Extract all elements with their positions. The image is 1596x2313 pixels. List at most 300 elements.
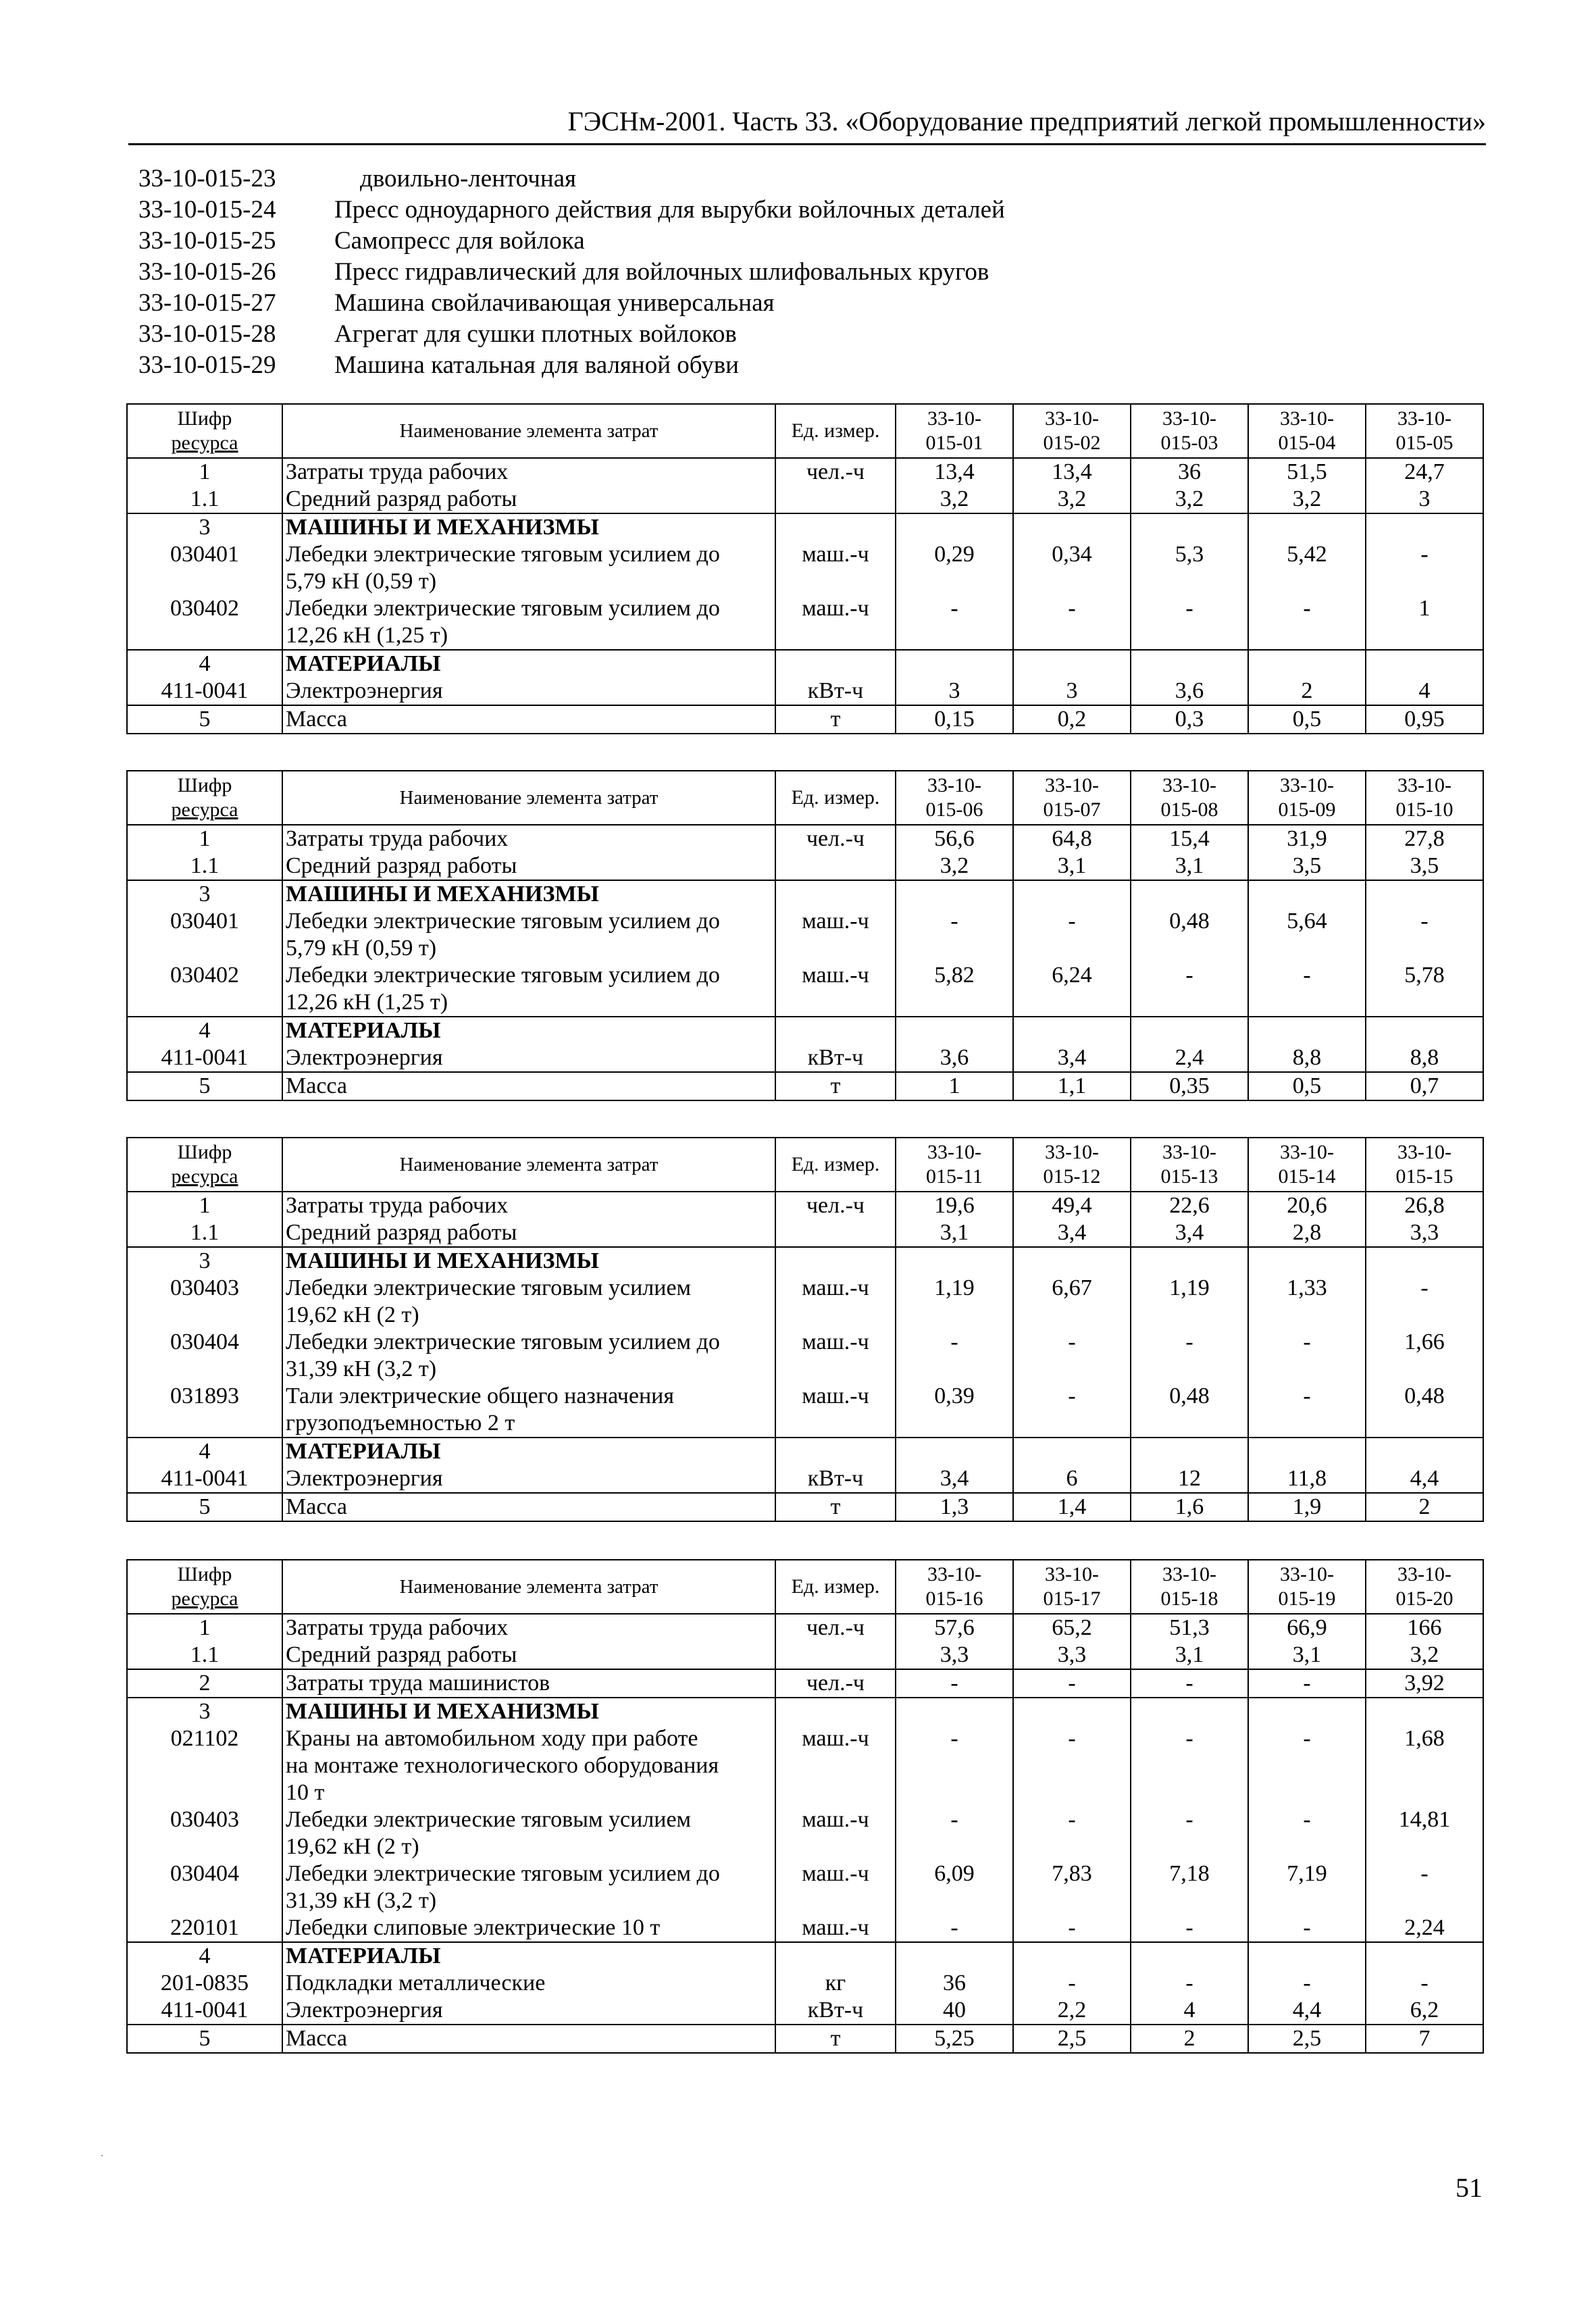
cost-element-text: Затраты труда рабочих <box>286 1193 509 1218</box>
cost-element-name <box>282 1725 775 1806</box>
table-row <box>127 825 1483 853</box>
column-code-prefix: 33-10- <box>1162 1141 1216 1163</box>
resource-code: 1.1 <box>127 1642 282 1669</box>
norm-value: - <box>1248 1669 1366 1698</box>
cost-element-text: Масса <box>286 1494 348 1519</box>
cost-element-text: Масса <box>286 1073 348 1098</box>
code-list-item <box>138 226 1456 257</box>
norm-value: - <box>1366 1970 1483 1997</box>
unit-of-measure: т <box>775 705 896 734</box>
cost-element-name <box>282 1247 775 1275</box>
resource-code: 1 <box>127 1192 282 1219</box>
column-code-suffix: 015-18 <box>1160 1587 1218 1610</box>
norm-value: - <box>1131 595 1248 650</box>
header-column-code <box>1131 1560 1248 1614</box>
norm-value: 6,09 <box>896 1860 1013 1914</box>
norm-value <box>896 1438 1013 1465</box>
cost-element-text: Электроэнергия <box>286 1998 443 2023</box>
header-unit-cell: Ед. измер. <box>775 1560 896 1614</box>
unit-of-measure: маш.-ч <box>775 1725 896 1806</box>
norm-value: 57,6 <box>896 1614 1013 1642</box>
column-code-suffix: 015-19 <box>1278 1587 1336 1610</box>
norm-value: 1,68 <box>1366 1725 1483 1806</box>
resource-code: 030404 <box>127 1329 282 1383</box>
cost-element-text: Средний разряд работы <box>286 486 517 511</box>
norm-value: 65,2 <box>1013 1614 1131 1642</box>
code-list-item <box>138 288 1456 319</box>
norm-value <box>896 880 1013 908</box>
norm-value: 3,2 <box>1248 486 1366 513</box>
resource-code: 5 <box>127 705 282 734</box>
code-id: 33-10-015-26 <box>138 258 276 286</box>
resource-code: 411-0041 <box>127 1044 282 1072</box>
cost-element-name <box>282 1044 775 1072</box>
norm-value: 24,7 <box>1366 458 1483 486</box>
header-column-code <box>896 1560 1013 1614</box>
cost-element-name <box>282 1438 775 1465</box>
unit-of-measure <box>775 486 896 513</box>
unit-of-measure: кВт-ч <box>775 1465 896 1493</box>
norm-value: - <box>1013 1383 1131 1438</box>
unit-of-measure: чел.-ч <box>775 1192 896 1219</box>
unit-of-measure: т <box>775 1072 896 1100</box>
header-unit-cell: Ед. измер. <box>775 771 896 825</box>
column-code-prefix: 33-10- <box>1280 1563 1334 1585</box>
norm-value: 15,4 <box>1131 825 1248 853</box>
cost-element-text: Лебедки электрические тяговым усилием до <box>286 542 720 567</box>
norm-value: 56,6 <box>896 825 1013 853</box>
resource-code: 1 <box>127 1614 282 1642</box>
norm-value: - <box>1248 1329 1366 1383</box>
code-name: Машина свойлачивающая универсальная <box>334 289 775 317</box>
cost-element-text: Электроэнергия <box>286 1466 443 1491</box>
norm-value: 2 <box>1131 2025 1248 2053</box>
resource-table <box>126 770 1484 1101</box>
header-code-label-2: ресурса <box>171 432 238 454</box>
norm-value <box>1131 513 1248 541</box>
cost-element-name <box>282 595 775 650</box>
column-code-suffix: 015-14 <box>1278 1165 1336 1188</box>
cost-element-text: МАШИНЫ И МЕХАНИЗМЫ <box>286 515 599 540</box>
header-code-cell <box>127 771 282 825</box>
table-row <box>127 1997 1483 2025</box>
norm-value: - <box>1131 1806 1248 1860</box>
column-code-suffix: 015-17 <box>1043 1587 1101 1610</box>
header-column-code <box>1013 1138 1131 1192</box>
resource-code: 030401 <box>127 541 282 595</box>
cost-element-name <box>282 1997 775 2025</box>
cost-element-text: МАТЕРИАЛЫ <box>286 651 441 676</box>
header-code-label-2: ресурса <box>171 1165 238 1188</box>
resource-code: 030401 <box>127 908 282 962</box>
table-header-row <box>127 771 1483 825</box>
norm-value: 27,8 <box>1366 825 1483 853</box>
norm-value: 0,2 <box>1013 705 1131 734</box>
resource-code: 4 <box>127 1017 282 1044</box>
unit-of-measure: маш.-ч <box>775 1275 896 1329</box>
norm-value <box>1013 513 1131 541</box>
norm-value: 3,6 <box>1131 678 1248 705</box>
header-column-code <box>896 771 1013 825</box>
column-code-suffix: 015-13 <box>1160 1165 1218 1188</box>
norm-value: 8,8 <box>1366 1044 1483 1072</box>
cost-element-text: 19,62 кН (2 т) <box>286 1834 419 1859</box>
code-name: Агрегат для сушки плотных войлоков <box>334 320 737 348</box>
resource-code: 3 <box>127 513 282 541</box>
code-list <box>138 163 1456 381</box>
resource-code: 1.1 <box>127 853 282 880</box>
table-row <box>127 1806 1483 1860</box>
norm-value: 31,9 <box>1248 825 1366 853</box>
norm-value: 3,4 <box>1013 1219 1131 1247</box>
table-row <box>127 1942 1483 1970</box>
norm-value: 3,1 <box>1131 853 1248 880</box>
norm-value <box>1366 1698 1483 1725</box>
column-code-suffix: 015-02 <box>1043 432 1101 454</box>
norm-value: 3,1 <box>896 1219 1013 1247</box>
cost-element-text: Лебедки слиповые электрические 10 т <box>286 1915 661 1940</box>
cost-element-text: 31,39 кН (3,2 т) <box>286 1356 437 1381</box>
norm-value: 3,6 <box>896 1044 1013 1072</box>
norm-value <box>1131 1247 1248 1275</box>
header-code-label-2: ресурса <box>171 798 238 821</box>
norm-value: - <box>896 1806 1013 1860</box>
norm-value: 0,48 <box>1131 1383 1248 1438</box>
norm-value: 8,8 <box>1248 1044 1366 1072</box>
cost-element-text: Лебедки электрические тяговым усилием до <box>286 909 720 934</box>
unit-of-measure: т <box>775 1493 896 1521</box>
unit-of-measure: маш.-ч <box>775 962 896 1017</box>
norm-value: 1,3 <box>896 1493 1013 1521</box>
norm-value: 3,2 <box>1013 486 1131 513</box>
norm-value <box>896 1017 1013 1044</box>
norm-value: 166 <box>1366 1614 1483 1642</box>
header-column-code <box>1248 1560 1366 1614</box>
cost-element-text: Лебедки электрические тяговым усилием до <box>286 1329 720 1354</box>
column-code-prefix: 33-10- <box>1162 1563 1216 1585</box>
norm-value: 12 <box>1131 1465 1248 1493</box>
norm-value: - <box>1248 1806 1366 1860</box>
header-name-cell: Наименование элемента затрат <box>282 771 775 825</box>
cost-element-text: 31,39 кН (3,2 т) <box>286 1888 437 1913</box>
norm-value: - <box>1131 962 1248 1017</box>
norm-value: 0,34 <box>1013 541 1131 595</box>
header-column-code <box>896 404 1013 458</box>
table-row <box>127 1219 1483 1247</box>
cost-element-text: грузоподъемностью 2 т <box>286 1410 515 1435</box>
norm-value: 66,9 <box>1248 1614 1366 1642</box>
header-column-code <box>1366 1138 1483 1192</box>
unit-of-measure: кВт-ч <box>775 1044 896 1072</box>
table-row <box>127 1669 1483 1698</box>
unit-of-measure: маш.-ч <box>775 908 896 962</box>
cost-element-name <box>282 1383 775 1438</box>
header-column-code <box>896 1138 1013 1192</box>
cost-element-text: Затраты труда рабочих <box>286 459 509 484</box>
header-name-cell: Наименование элемента затрат <box>282 1138 775 1192</box>
cost-element-text: Масса <box>286 707 348 732</box>
header-column-code <box>1131 771 1248 825</box>
column-code-suffix: 015-16 <box>925 1587 983 1610</box>
column-code-suffix: 015-12 <box>1043 1165 1101 1188</box>
header-unit-cell: Ед. измер. <box>775 404 896 458</box>
norm-value: 0,3 <box>1131 705 1248 734</box>
code-id: 33-10-015-29 <box>138 351 276 379</box>
cost-element-name <box>282 486 775 513</box>
norm-value: 36 <box>896 1970 1013 1997</box>
cost-element-text: Масса <box>286 2026 348 2051</box>
resource-code: 3 <box>127 1698 282 1725</box>
header-column-code <box>1013 771 1131 825</box>
unit-of-measure <box>775 880 896 908</box>
column-code-prefix: 33-10- <box>927 774 981 796</box>
norm-value: 0,5 <box>1248 1072 1366 1100</box>
norm-value: 3,2 <box>1366 1642 1483 1669</box>
column-code-prefix: 33-10- <box>1045 407 1099 430</box>
norm-value: 4,4 <box>1248 1997 1366 2025</box>
table-header-row <box>127 1560 1483 1614</box>
norm-value: 1 <box>1366 595 1483 650</box>
unit-of-measure <box>775 513 896 541</box>
header-column-code <box>1248 1138 1366 1192</box>
table-row <box>127 541 1483 595</box>
header-column-code <box>1366 1560 1483 1614</box>
cost-element-name <box>282 1860 775 1914</box>
header-name-cell: Наименование элемента затрат <box>282 1560 775 1614</box>
norm-value: - <box>1013 595 1131 650</box>
norm-value: - <box>1248 1970 1366 1997</box>
table-row <box>127 1725 1483 1806</box>
table-row <box>127 962 1483 1017</box>
unit-of-measure: кг <box>775 1970 896 1997</box>
cost-element-text: Лебедки электрические тяговым усилием до <box>286 596 720 621</box>
code-name: Пресс гидравлический для войлочных шлифовальных кругов <box>334 258 989 286</box>
header-column-code <box>1248 404 1366 458</box>
header-column-code <box>1248 771 1366 825</box>
unit-of-measure <box>775 650 896 678</box>
cost-element-name <box>282 1914 775 1942</box>
norm-value: 1,66 <box>1366 1329 1483 1383</box>
norm-value: 7,18 <box>1131 1860 1248 1914</box>
unit-of-measure: маш.-ч <box>775 541 896 595</box>
cost-element-name <box>282 853 775 880</box>
norm-value: - <box>1248 1914 1366 1942</box>
norm-value: 1,19 <box>896 1275 1013 1329</box>
code-name: Машина катальная для валяной обуви <box>334 351 739 379</box>
resource-code: 030402 <box>127 962 282 1017</box>
table-row <box>127 595 1483 650</box>
resource-table <box>126 1559 1484 2054</box>
table-row <box>127 1329 1483 1383</box>
code-id: 33-10-015-25 <box>138 227 276 255</box>
cost-element-text: на монтаже технологического оборудования <box>286 1753 719 1778</box>
header-column-code <box>1131 404 1248 458</box>
cost-element-name <box>282 1192 775 1219</box>
column-code-prefix: 33-10- <box>1162 407 1216 430</box>
norm-value: 6,2 <box>1366 1997 1483 2025</box>
norm-value: 3,92 <box>1366 1669 1483 1698</box>
cost-element-text: Затраты труда рабочих <box>286 826 509 851</box>
cost-element-text: 12,26 кН (1,25 т) <box>286 623 448 648</box>
table-row <box>127 1614 1483 1642</box>
resource-code: 411-0041 <box>127 678 282 705</box>
table-row <box>127 650 1483 678</box>
norm-value: 0,15 <box>896 705 1013 734</box>
norm-value <box>1366 1247 1483 1275</box>
cost-element-text: Лебедки электрические тяговым усилием до <box>286 963 720 988</box>
header-code-cell <box>127 1138 282 1192</box>
column-code-suffix: 015-01 <box>925 432 983 454</box>
cost-element-name <box>282 1669 775 1698</box>
cost-element-name <box>282 1072 775 1100</box>
norm-value: - <box>1131 1669 1248 1698</box>
norm-value: - <box>1131 1914 1248 1942</box>
norm-value: 5,78 <box>1366 962 1483 1017</box>
cost-element-text: Подкладки металлические <box>286 1971 546 1996</box>
norm-value: - <box>1013 1725 1131 1806</box>
norm-value <box>1248 650 1366 678</box>
norm-value <box>1366 1017 1483 1044</box>
unit-of-measure: чел.-ч <box>775 825 896 853</box>
resource-code: 4 <box>127 1438 282 1465</box>
header-column-code <box>1013 404 1131 458</box>
code-list-item <box>138 350 1456 381</box>
norm-value: 7 <box>1366 2025 1483 2053</box>
cost-element-text: Затраты труда рабочих <box>286 1615 509 1640</box>
code-list-item <box>138 257 1456 288</box>
cost-element-name <box>282 1329 775 1383</box>
resource-code: 201-0835 <box>127 1970 282 1997</box>
norm-value: - <box>1248 1383 1366 1438</box>
cost-element-name <box>282 1642 775 1669</box>
norm-value: 3,3 <box>1366 1219 1483 1247</box>
norm-value: 3,5 <box>1366 853 1483 880</box>
cost-element-text: Электроэнергия <box>286 678 443 703</box>
header-code-label: Шифр <box>177 1141 232 1163</box>
norm-value: 0,48 <box>1131 908 1248 962</box>
norm-value <box>896 513 1013 541</box>
norm-value: 1 <box>896 1072 1013 1100</box>
cost-element-name <box>282 1219 775 1247</box>
code-list-item <box>138 319 1456 350</box>
norm-value: 0,29 <box>896 541 1013 595</box>
resource-code: 220101 <box>127 1914 282 1942</box>
norm-value: - <box>1131 1725 1248 1806</box>
norm-value <box>1366 513 1483 541</box>
norm-value: 0,5 <box>1248 705 1366 734</box>
cost-element-name <box>282 458 775 486</box>
norm-value: 3,3 <box>896 1642 1013 1669</box>
norm-value <box>1248 1942 1366 1970</box>
column-code-suffix: 015-11 <box>926 1165 983 1188</box>
column-code-prefix: 33-10- <box>1397 774 1451 796</box>
norm-value <box>1013 1438 1131 1465</box>
norm-value <box>1131 1942 1248 1970</box>
column-code-prefix: 33-10- <box>927 1141 981 1163</box>
norm-value: 7,83 <box>1013 1860 1131 1914</box>
table-row <box>127 1642 1483 1669</box>
norm-value: - <box>1013 1806 1131 1860</box>
header-code-cell <box>127 1560 282 1614</box>
header-code-label: Шифр <box>177 407 232 430</box>
unit-of-measure <box>775 853 896 880</box>
column-code-prefix: 33-10- <box>1280 1141 1334 1163</box>
norm-value: - <box>1248 595 1366 650</box>
norm-value: 2,5 <box>1013 2025 1131 2053</box>
cost-element-text: Лебедки электрические тяговым усилием <box>286 1275 692 1300</box>
norm-value: 1,33 <box>1248 1275 1366 1329</box>
norm-value: 2,8 <box>1248 1219 1366 1247</box>
resource-code: 030403 <box>127 1806 282 1860</box>
norm-value: - <box>896 1329 1013 1383</box>
cost-element-text: МАШИНЫ И МЕХАНИЗМЫ <box>286 882 599 907</box>
norm-value: - <box>1013 908 1131 962</box>
norm-value: 5,25 <box>896 2025 1013 2053</box>
norm-value: 2 <box>1366 1493 1483 1521</box>
cost-element-name <box>282 1942 775 1970</box>
norm-value: - <box>1013 1914 1131 1942</box>
cost-element-text: 5,79 кН (0,59 т) <box>286 569 437 594</box>
norm-value: 3 <box>1013 678 1131 705</box>
column-code-suffix: 015-03 <box>1160 432 1218 454</box>
norm-value: - <box>1013 1970 1131 1997</box>
cost-element-text: 19,62 кН (2 т) <box>286 1302 419 1327</box>
norm-value: 3,1 <box>1248 1642 1366 1669</box>
norm-value: 20,6 <box>1248 1192 1366 1219</box>
norm-value: 36 <box>1131 458 1248 486</box>
cost-element-name <box>282 705 775 734</box>
norm-value: 7,19 <box>1248 1860 1366 1914</box>
norm-value <box>1366 650 1483 678</box>
cost-element-name <box>282 908 775 962</box>
table-header-row <box>127 404 1483 458</box>
column-code-prefix: 33-10- <box>927 407 981 430</box>
table-row <box>127 1438 1483 1465</box>
code-id: 33-10-015-27 <box>138 289 276 317</box>
table-row <box>127 2025 1483 2053</box>
header-code-cell <box>127 404 282 458</box>
norm-value <box>896 1698 1013 1725</box>
table-row <box>127 853 1483 880</box>
norm-value: 4 <box>1131 1997 1248 2025</box>
column-code-suffix: 015-09 <box>1278 798 1336 821</box>
norm-value <box>1131 650 1248 678</box>
norm-value: 13,4 <box>896 458 1013 486</box>
norm-value: - <box>896 595 1013 650</box>
resource-code: 030402 <box>127 595 282 650</box>
cost-element-name <box>282 678 775 705</box>
unit-of-measure: маш.-ч <box>775 1806 896 1860</box>
header-column-code <box>1366 771 1483 825</box>
code-list-item <box>138 163 1456 195</box>
norm-value: 1,1 <box>1013 1072 1131 1100</box>
scan-artifact <box>101 2155 103 2156</box>
norm-value <box>1013 880 1131 908</box>
norm-value: 3,2 <box>896 486 1013 513</box>
cost-element-name <box>282 880 775 908</box>
resource-code: 4 <box>127 1942 282 1970</box>
norm-value: 4 <box>1366 678 1483 705</box>
resource-code: 1.1 <box>127 1219 282 1247</box>
norm-value <box>1366 880 1483 908</box>
norm-value <box>1131 1698 1248 1725</box>
cost-element-name <box>282 1698 775 1725</box>
code-id: 33-10-015-24 <box>138 196 276 224</box>
norm-value: 0,39 <box>896 1383 1013 1438</box>
unit-of-measure <box>775 1698 896 1725</box>
unit-of-measure <box>775 1219 896 1247</box>
norm-value: 1,9 <box>1248 1493 1366 1521</box>
